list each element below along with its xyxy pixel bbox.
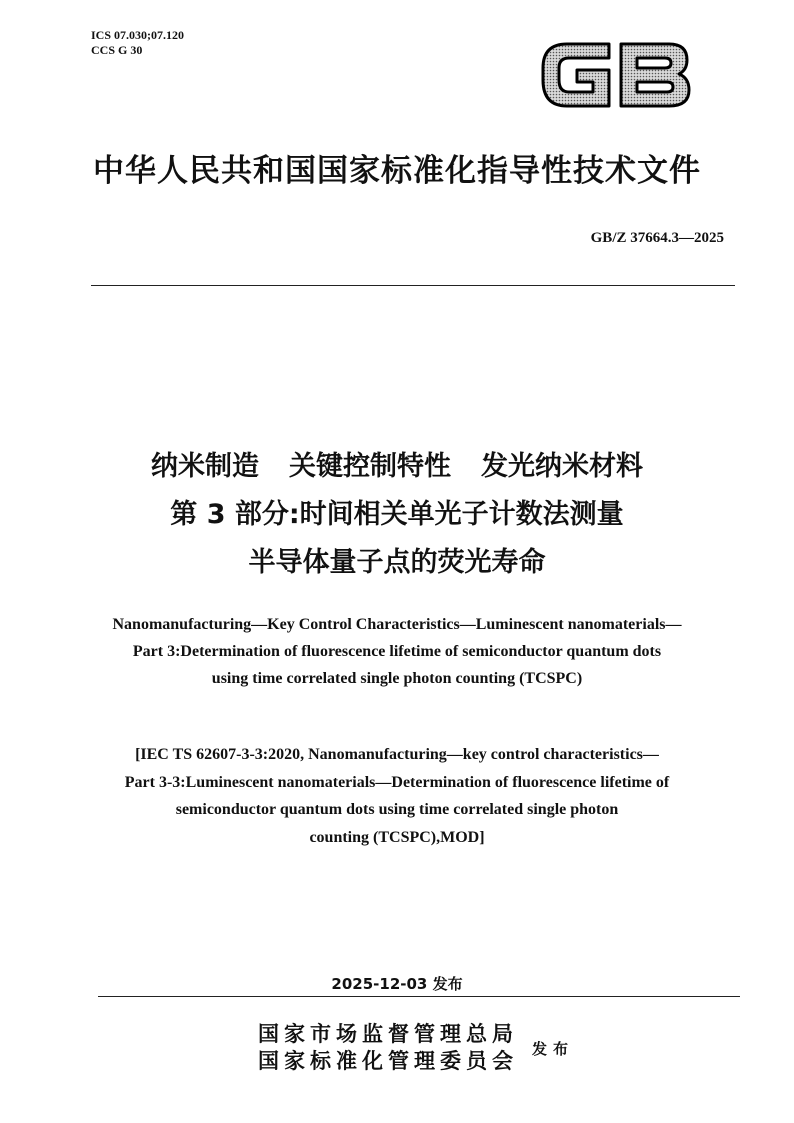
english-title-line-3: using time correlated single photon counting (TCSPC): [211, 670, 583, 687]
document-category-title: 中华人民共和国国家标准化指导性技术文件: [93, 153, 701, 189]
header-divider: [91, 285, 735, 286]
iec-reference-line-3: semiconductor quantum dots using time correlated single photon: [175, 801, 619, 818]
gb-logo-icon: [537, 30, 693, 116]
standard-number: GB/Z 37664.3—2025: [590, 230, 724, 246]
ccs-code: CCS G 30: [91, 43, 143, 57]
iec-reference: [60, 741, 734, 851]
chinese-title-line-1: 纳米制造 关键控制特性 发光纳米材料: [151, 451, 643, 482]
chinese-title-line-3: 半导体量子点的荧光寿命: [248, 547, 546, 578]
iec-reference-line-1: [IEC TS 62607-3-3:2020, Nanomanufacturing—key control characteristics—: [135, 746, 659, 763]
chinese-title: [0, 443, 794, 587]
classification-codes: [91, 28, 184, 58]
iec-reference-line-4: counting (TCSPC),MOD]: [309, 828, 485, 846]
english-title-line-2: Part 3:Determination of fluorescence lifetime of semiconductor quantum dots: [132, 643, 662, 660]
issuer-samr: 国家市场监督管理总局: [258, 1021, 518, 1046]
english-title: [60, 611, 734, 692]
english-title-line-1: Nanomanufacturing—Key Control Characteristics—Luminescent nanomaterials—: [112, 616, 682, 633]
ics-code: ICS 07.030;07.120: [91, 28, 185, 42]
issuer-sac: 国家标准化管理委员会: [258, 1048, 518, 1073]
issue-label: 发布: [532, 1040, 575, 1058]
chinese-title-line-2: 第 3 部分:时间相关单光子计数法测量: [170, 499, 624, 530]
publish-date: 2025-12-03 发布: [331, 975, 463, 993]
iec-reference-line-2: Part 3-3:Luminescent nanomaterials—Determination of fluorescence lifetime of: [124, 773, 670, 791]
footer-divider: [98, 996, 740, 997]
issuing-authorities: [258, 1020, 518, 1074]
